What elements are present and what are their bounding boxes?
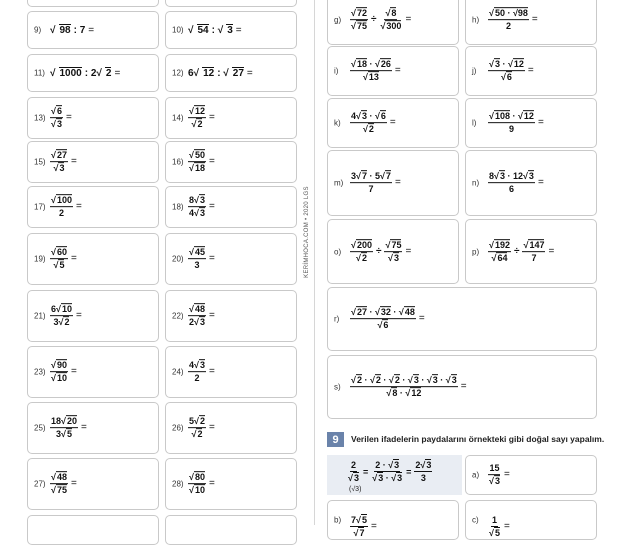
problem-label: 27) <box>34 479 46 489</box>
problem-expression: $\frac{√27}{√3}$ = <box>51 150 77 174</box>
section-instruction: Verilen ifadelerin paydalarını örnekteki gibi doğal sayı yapalım. <box>351 434 605 444</box>
problem-expression: √ 98 : 7 = <box>50 24 95 36</box>
problem-label: 15) <box>34 157 46 167</box>
problem-m <box>327 150 459 216</box>
problem-box <box>27 0 159 7</box>
problem-expression: $\frac{8√3}{4√3}$ = <box>189 195 215 219</box>
problem-expression: $\frac{√50 \cdot √98}{2}$ = <box>489 8 538 32</box>
problem-expression: $\frac{√3 \cdot √12}{√6}$ = <box>489 59 534 83</box>
problem-label: 11) <box>34 68 45 78</box>
problem-label: 13) <box>34 113 46 123</box>
problem-label: 22) <box>172 311 184 321</box>
problem-expression: $\frac{5√2}{√2}$ = <box>189 416 215 440</box>
problem-27 <box>27 458 159 510</box>
problem-label: 26) <box>172 423 184 433</box>
problem-expression: $\frac{√192}{√64}$ ÷ $\frac{√147}{7}$ = <box>489 239 555 263</box>
problem-r <box>327 287 597 351</box>
problem-label: 28) <box>172 479 184 489</box>
problem-label: s) <box>334 382 341 392</box>
problem-label: 20) <box>172 254 184 264</box>
problem-expression: $\frac{4√3 \cdot √6}{√2}$ = <box>351 111 396 135</box>
problem-expression: √ 54 : √ 3 = <box>188 24 242 36</box>
problem-expression: 6√ 12 : √ 27 = <box>188 67 253 79</box>
problem-n <box>465 150 597 216</box>
problem-label: 23) <box>34 367 46 377</box>
problem-expression: $\frac{√200}{√2}$ ÷ $\frac{√75}{√3}$ = <box>351 239 412 263</box>
problem-label: 12) <box>172 68 184 78</box>
problem-label: o) <box>334 247 342 256</box>
problem-9 <box>27 11 159 49</box>
problem-box <box>27 515 159 545</box>
section-number-badge: 9 <box>327 432 344 447</box>
problem-c <box>465 500 597 540</box>
problem-expression: $\frac{√48}{√75}$ = <box>51 472 77 496</box>
problem-label: 16) <box>172 157 184 167</box>
problem-k <box>327 98 459 148</box>
problem-label: b) <box>334 515 342 525</box>
problem-12 <box>165 54 297 92</box>
problem-label: k) <box>334 118 341 128</box>
problem-label: p) <box>472 247 480 256</box>
page-divider <box>314 0 315 525</box>
problem-expression: $\frac{7√5}{√7}$ = <box>351 515 377 539</box>
problem-22 <box>165 290 297 342</box>
example-note: (√3) <box>349 486 362 493</box>
problem-expression: $\frac{18√20}{3√5}$ = <box>51 416 87 440</box>
problem-13 <box>27 97 159 139</box>
problem-i <box>327 46 459 96</box>
problem-expression: $\frac{√6}{√3}$ = <box>51 106 72 130</box>
problem-j <box>465 46 597 96</box>
problem-expression: $\frac{4√3}{2}$ = <box>189 360 215 384</box>
problem-expression: $\frac{8√3 \cdot 12√3}{6}$ = <box>489 171 544 195</box>
problem-expression: $\frac{3√7 \cdot 5√7}{7}$ = <box>351 171 401 195</box>
problem-label: h) <box>472 15 480 25</box>
problem-expression: $\frac{√27 \cdot √32 \cdot √48}{√6}$ = <box>351 307 425 331</box>
problem-26 <box>165 402 297 454</box>
problem-23 <box>27 346 159 398</box>
problem-expression: $\frac{√72}{√75}$ ÷ $\frac{√8}{√300}$ = <box>351 8 412 32</box>
problem-11 <box>27 54 159 92</box>
problem-h <box>465 0 597 45</box>
problem-expression: $\frac{6√10}{3√2}$ = <box>51 304 82 328</box>
problem-box <box>165 515 297 545</box>
problem-18 <box>165 186 297 228</box>
problem-expression: $\frac{√100}{2}$ = <box>51 195 82 219</box>
problem-label: 10) <box>172 25 184 35</box>
problem-label: 25) <box>34 423 46 433</box>
problem-label: 14) <box>172 113 184 123</box>
problem-expression: $\frac{√12}{√2}$ = <box>189 106 215 130</box>
problem-expression: $\frac{√2 \cdot √2 \cdot √2 \cdot √3 \cdot √3 \cdot √3}{√8 \cdot √12}$ = <box>351 375 467 399</box>
problem-10 <box>165 11 297 49</box>
problem-28 <box>165 458 297 510</box>
problem-label: 21) <box>34 311 46 321</box>
problem-expression: $\frac{15}{√3}$ = <box>489 463 510 487</box>
problem-b <box>327 500 459 540</box>
problem-20 <box>165 233 297 285</box>
problem-label: 17) <box>34 202 46 212</box>
problem-expression: $\frac{√80}{√10}$ = <box>189 472 215 496</box>
problem-24 <box>165 346 297 398</box>
problem-label: 18) <box>172 202 184 212</box>
problem-expression: √ 1000 : 2√ 2 = <box>50 67 121 79</box>
problem-expression: $\frac{√18 \cdot √26}{√13}$ = <box>351 59 401 83</box>
problem-label: 9) <box>34 25 42 35</box>
problem-label: 19) <box>34 254 46 264</box>
problem-expression: $\frac{√48}{2√3}$ = <box>189 304 215 328</box>
problem-label: c) <box>472 515 479 525</box>
problem-label: a) <box>472 470 480 480</box>
problem-label: n) <box>472 178 480 188</box>
problem-25 <box>27 402 159 454</box>
problem-expression: $\frac{√45}{3}$ = <box>189 247 215 271</box>
problem-17 <box>27 186 159 228</box>
problem-21 <box>27 290 159 342</box>
problem-15 <box>27 141 159 183</box>
problem-label: m) <box>334 178 344 188</box>
problem-a <box>465 455 597 495</box>
problem-s <box>327 355 597 419</box>
problem-p <box>465 219 597 284</box>
problem-14 <box>165 97 297 139</box>
problem-label: r) <box>334 314 340 324</box>
problem-label: j) <box>472 66 477 76</box>
problem-g <box>327 0 459 45</box>
problem-l <box>465 98 597 148</box>
problem-o <box>327 219 459 284</box>
problem-label: i) <box>334 66 339 76</box>
side-watermark: KERİMHOCA.COM • 2020 LGS <box>304 186 310 278</box>
problem-expression: $\frac{√50}{√18}$ = <box>189 150 215 174</box>
problem-box <box>165 0 297 7</box>
problem-16 <box>165 141 297 183</box>
problem-expression: $\frac{√108 \cdot √12}{9}$ = <box>489 111 544 135</box>
problem-label: l) <box>472 118 477 128</box>
problem-expression: $\frac{√60}{√5}$ = <box>51 247 77 271</box>
problem-label: 24) <box>172 367 184 377</box>
problem-label: g) <box>334 15 342 25</box>
problem-19 <box>27 233 159 285</box>
example-expression: $\frac{2}{√3}$ = $\frac{2 \cdot √3}{√3 \cdot √3}$ = $\frac{2√3}{3}$ <box>348 460 432 484</box>
problem-expression: $\frac{√90}{√10}$ = <box>51 360 77 384</box>
problem-expression: $\frac{1}{√5}$ = <box>489 515 510 539</box>
example-box <box>327 455 462 495</box>
